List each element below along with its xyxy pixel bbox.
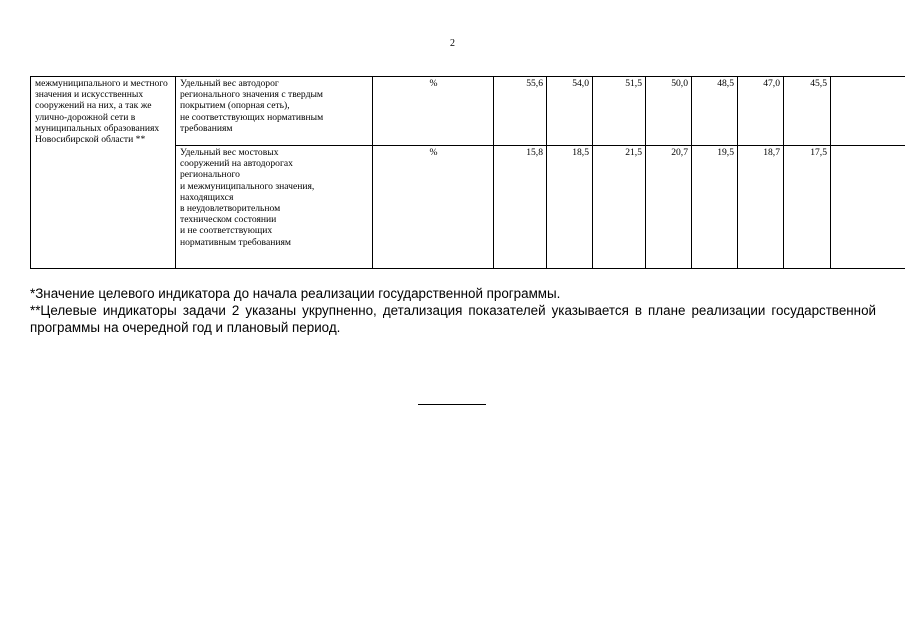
value-cell: 18,5 [547,146,593,269]
task-label-cell: межмуниципального и местного значения и искусственных сооружений на них, а так же улично-дорожной сети в муниципальных образованиях Новосибирской области ** [31,77,176,269]
unit-cell: % [373,146,494,269]
footnotes [30,285,876,336]
indicator-description: Удельный вес мостовых сооружений на автодорогах регионального и межмуниципального значения, находящихся в неудовлетворительном техническом состоянии и не соответствующих нормативным требованиям [176,146,373,269]
value-cell: 18,7 [738,146,784,269]
value-cell: 19,5 [692,146,738,269]
value-cell: 55,6 [494,77,547,146]
value-cell: 54,0 [547,77,593,146]
value-cell: 20,7 [646,146,692,269]
value-cell: 15,8 [494,146,547,269]
value-cell: 50,0 [646,77,692,146]
footnote-baseline-value: *Значение целевого индикатора до начала реализации государственной программы. [30,286,561,301]
footnote-task-2-indicators: **Целевые индикаторы задачи 2 указаны укрупненно, детализация показателей указывается в плане реализации государственной программы на очередной год и плановый период. [30,303,876,335]
indicators-table [30,76,905,269]
unit-cell: % [373,77,494,146]
value-cell [831,146,905,269]
page-number: 2 [450,38,455,49]
value-cell: 45,5 [784,77,831,146]
value-cell: 17,5 [784,146,831,269]
value-cell: 21,5 [593,146,646,269]
indicator-description: Удельный вес автодорог регионального значения с твердым покрытием (опорная сеть), не соответствующих нормативным требованиям [176,77,373,146]
value-cell: 48,5 [692,77,738,146]
value-cell: 47,0 [738,77,784,146]
table-row [31,77,905,146]
end-of-document-rule [418,404,486,405]
value-cell: 51,5 [593,77,646,146]
value-cell [831,77,905,146]
